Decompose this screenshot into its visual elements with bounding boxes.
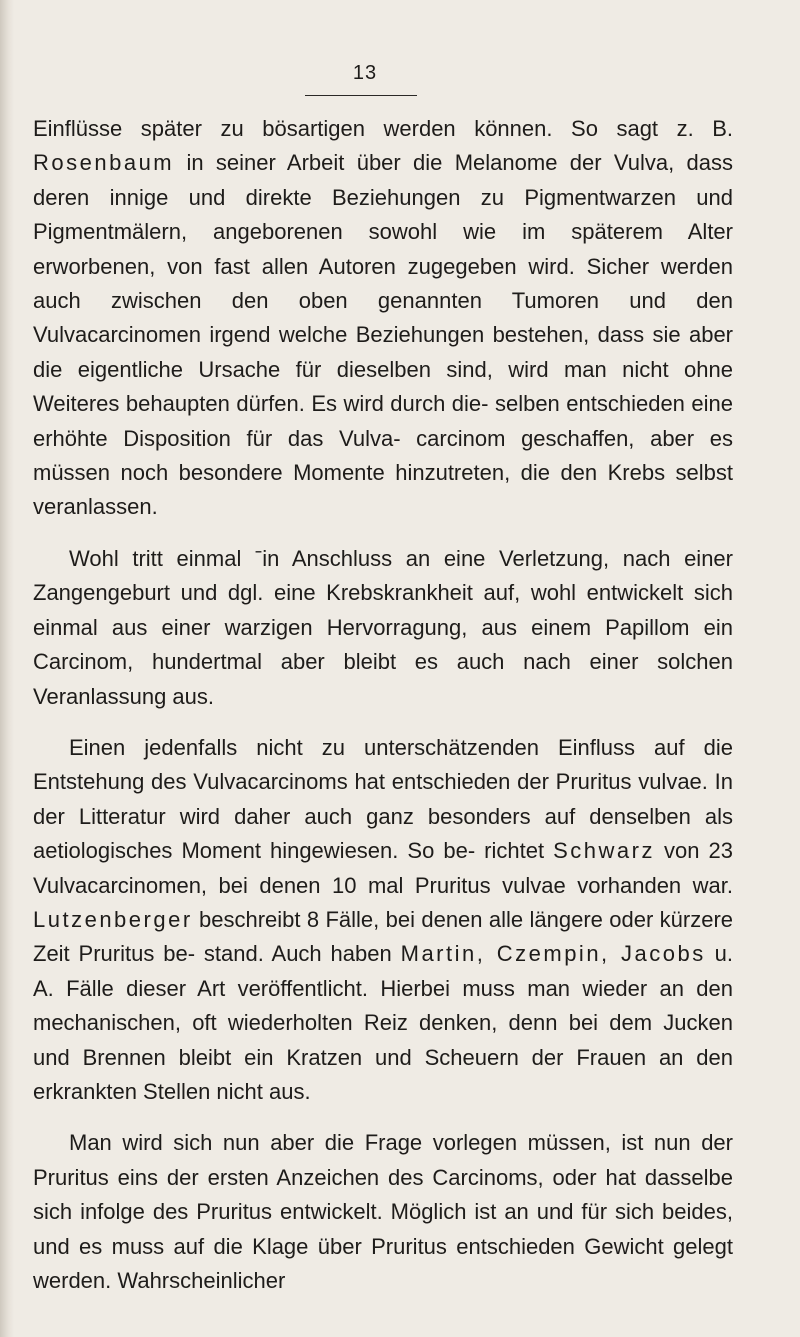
page-number-rule bbox=[305, 95, 417, 96]
body-text bbox=[33, 112, 733, 1298]
paragraph-3-text-2: von 23 Vulvacarcinomen, bei denen 10 mal Pruritus vulvae vorhanden war. bbox=[33, 838, 733, 898]
paragraph-4 bbox=[33, 1126, 733, 1298]
paragraph-3-text-4: u. A. Fälle dieser Art veröffentlicht. Hierbei muss man wieder an den mechanischen, oft wiederholten Reiz denken, denn bei dem Jucken und Brennen bleibt ein Kratzen und Scheuern der Frauen an den erkrankten Stellen nicht aus. bbox=[33, 941, 733, 1104]
author-name-rosenbaum: Rosenbaum bbox=[33, 150, 175, 176]
paragraph-3-text-3: beschreibt 8 Fälle, bei denen alle längere oder kürzere Zeit Pruritus be- stand. Auch haben bbox=[33, 906, 733, 967]
paragraph-1-text-2: in seiner Arbeit über die Melanome der Vulva, dass deren innige und direkte Beziehungen zu Pigmentwarzen und Pigmentmälern, angeborenen sowohl wie im späterem Alter erworbenen, von fast allen Autoren zugegeben wird. Sicher werden auch zwischen den oben genannten Tumoren und den Vulvacarcinomen irgend welche Beziehungen bestehen, dass sie aber die eigentliche Ursache für dieselben sind, wird man nicht ohne Weiteres behaupten dürfen. Es wird durch die- selben entschieden eine erhöhte Disposition für das Vulva- carcinom geschaffen, aber es müssen noch besondere Momente hinzutreten, die den Krebs selbst veranlassen. bbox=[33, 150, 733, 520]
paragraph-3 bbox=[33, 731, 733, 1109]
paragraph-3-text-1: Einen jedenfalls nicht zu unterschätzenden Einfluss auf die Entstehung des Vulvacarcinoms hat entschieden der Pruritus vulvae. In der Litteratur wird daher auch ganz besonders auf denselben als aetiologisches Moment hingewiesen. So be- richtet bbox=[33, 734, 733, 864]
paragraph-1 bbox=[33, 112, 733, 525]
paragraph-2 bbox=[33, 542, 733, 714]
paragraph-2-text-1: Wohl tritt einmal ˉin Anschluss an eine Verletzung, nach einer Zangengeburt und dgl. eine Krebskrankheit auf, wohl entwickelt sich einmal aus einer warzigen Hervorragung, aus einem Papillom ein Carcinom, hundertmal aber bleibt es auch nach einer solchen Veranlassung aus. bbox=[33, 545, 733, 709]
page-number: 13 bbox=[352, 62, 378, 84]
page-edge-shadow bbox=[0, 0, 14, 1337]
paragraph-1-text-1: Einflüsse später zu bösartigen werden können. So sagt z. B. bbox=[33, 116, 733, 141]
author-name-schwarz: Schwarz bbox=[553, 838, 655, 864]
author-name-lutzenberger: Lutzenberger bbox=[33, 906, 193, 932]
paragraph-4-text-1: Man wird sich nun aber die Frage vorlegen müssen, ist nun der Pruritus eins der ersten Anzeichen des Carcinoms, oder hat dasselbe sich infolge des Pruritus entwickelt. Möglich ist an und für sich beides, und es muss auf die Klage über Pruritus entschieden Gewicht gelegt werden. Wahrscheinlicher bbox=[33, 1130, 733, 1293]
author-names-martin-czempin-jacobs: Martin, Czempin, Jacobs bbox=[400, 941, 706, 967]
